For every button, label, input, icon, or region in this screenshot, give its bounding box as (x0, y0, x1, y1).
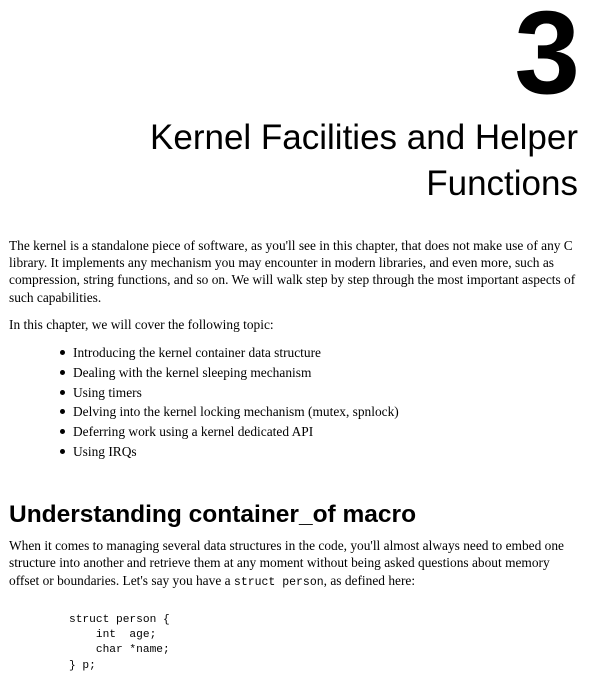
section-paragraph (9, 537, 581, 591)
list-item: Using IRQs (59, 442, 581, 462)
list-item: Delving into the kernel locking mechanism (mutex, spnlock) (59, 402, 581, 422)
section-heading: Understanding container_of macro (9, 501, 417, 528)
intro-paragraph: The kernel is a standalone piece of software, as you'll see in this chapter, that does not make use of any C library. It implements any mechanism you may encounter in modern libraries, and even more, such as compression, string functions, and so on. We will walk step by step through the most important aspects of such capabilities. (9, 238, 576, 305)
topics-lead: In this chapter, we will cover the following topic: (9, 316, 274, 332)
chapter-number: 3 (514, 0, 578, 119)
list-item: Introducing the kernel container data structure (59, 343, 581, 363)
code-block: struct person { int age; char *name; } p; (69, 614, 170, 672)
section-paragraph-tail: , as defined here: (323, 572, 416, 588)
list-item: Deferring work using a kernel dedicated API (59, 422, 581, 442)
chapter-intro (9, 237, 581, 462)
inline-code: struct person (233, 575, 324, 589)
chapter-title: Kernel Facilities and Helper Functions (150, 118, 578, 203)
topic-list (9, 343, 581, 462)
list-item: Using timers (59, 383, 581, 403)
section-paragraph-text: When it comes to managing several data structures in the code, you'll almost always need to embed one structure into another and retrieve them at any moment without being asked questions about memory offset or boundaries. Let's say you have a (9, 538, 564, 588)
list-item: Dealing with the kernel sleeping mechanism (59, 363, 581, 383)
